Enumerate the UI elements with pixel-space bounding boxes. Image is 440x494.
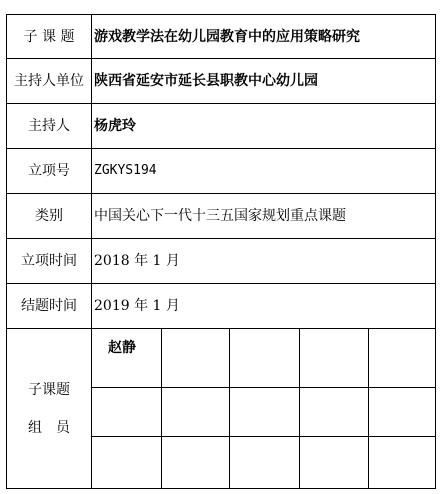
host-value: 杨虎玲: [92, 104, 436, 149]
project-number-label: 立项号: [7, 149, 92, 194]
member-name-cell: 赵静: [92, 329, 162, 388]
row-host-unit: [7, 59, 436, 104]
row-subtopic: [7, 15, 436, 59]
members-row-1: [7, 329, 436, 388]
member-name-cell: [230, 329, 300, 388]
project-info-form: [6, 14, 435, 469]
member-name-cell: [92, 388, 162, 437]
category-value: 中国关心下一代十三五国家规划重点课题: [92, 194, 436, 239]
members-label-line2: 组 员: [28, 419, 70, 436]
subtopic-label: 子 课 题: [7, 15, 92, 59]
member-name-cell: [162, 388, 230, 437]
member-name-cell: [300, 329, 369, 388]
row-start-time: [7, 239, 436, 284]
members-label-line1: 子课题: [28, 381, 70, 398]
info-table: [6, 14, 436, 489]
start-time-label: 立项时间: [7, 239, 92, 284]
member-name-cell: [369, 388, 436, 437]
member-name-cell: [92, 437, 162, 489]
member-name-cell: [162, 329, 230, 388]
host-unit-value: 陕西省延安市延长县职教中心幼儿园: [92, 59, 436, 104]
member-name-cell: [300, 388, 369, 437]
member-name-cell: [369, 437, 436, 489]
row-project-number: [7, 149, 436, 194]
member-name-cell: [230, 388, 300, 437]
member-name-cell: [369, 329, 436, 388]
end-time-label: 结题时间: [7, 284, 92, 329]
subtopic-value: 游戏教学法在幼儿园教育中的应用策略研究: [92, 15, 436, 59]
member-name-cell: [230, 437, 300, 489]
row-end-time: [7, 284, 436, 329]
row-host: [7, 104, 436, 149]
project-number-value: ZGKYS194: [92, 149, 436, 194]
host-label: 主持人: [7, 104, 92, 149]
member-name-cell: [300, 437, 369, 489]
end-time-value: 2019 年 1 月: [92, 284, 436, 329]
member-name-cell: [162, 437, 230, 489]
members-label: [7, 329, 92, 489]
row-category: [7, 194, 436, 239]
host-unit-label: 主持人单位: [7, 59, 92, 104]
category-label: 类别: [7, 194, 92, 239]
start-time-value: 2018 年 1 月: [92, 239, 436, 284]
